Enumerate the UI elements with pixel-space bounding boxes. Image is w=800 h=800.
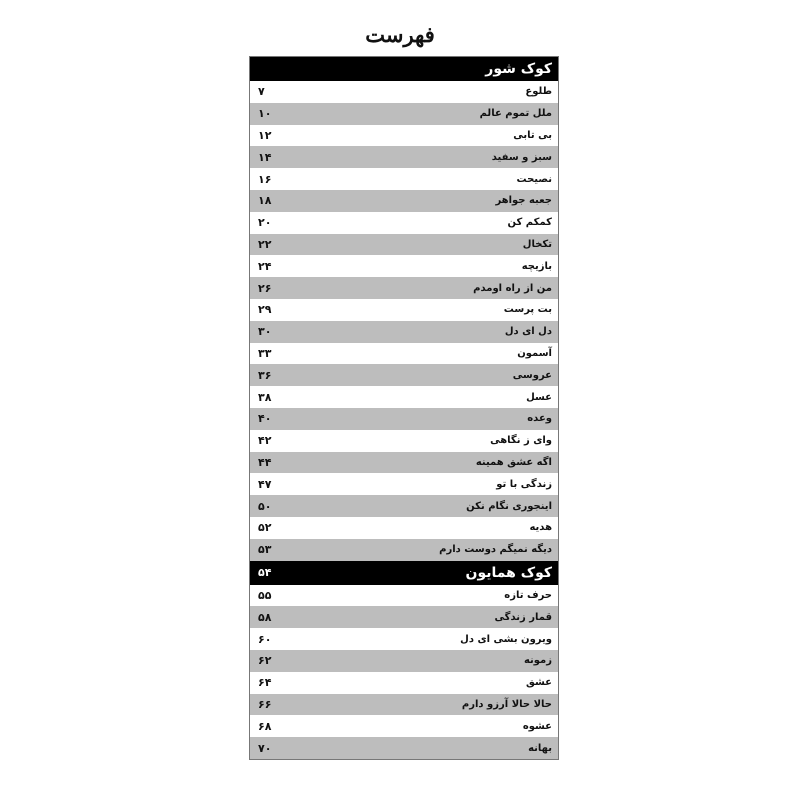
toc-row (250, 539, 558, 561)
toc-row (250, 517, 558, 539)
section-heading (250, 561, 558, 585)
toc-page-number: ۵۵ (258, 588, 272, 602)
toc-entry-title: قمار زندگی (494, 611, 552, 623)
toc-page-number: ۲۲ (258, 237, 272, 251)
toc-row (250, 650, 558, 672)
toc-page-number: ۲۶ (258, 281, 272, 295)
page-title: فهرست (365, 22, 435, 47)
toc-entry-title: دیگه نمیگم دوست دارم (439, 544, 552, 556)
toc-entry-title: جعبه جواهر (495, 195, 552, 207)
toc-page-number: ۵۲ (258, 521, 272, 535)
toc-table (249, 56, 559, 760)
toc-row (250, 255, 558, 277)
toc-row (250, 606, 558, 628)
toc-page-number: ۲۹ (258, 303, 272, 317)
toc-entry-title: عشق (525, 677, 552, 689)
toc-page-number: ۱۴ (258, 150, 272, 164)
toc-entry-title: آسمون (517, 347, 552, 359)
section-page-number: ۵۴ (258, 566, 272, 580)
toc-page-number: ۳۰ (258, 325, 272, 339)
toc-entry-title: بی تابی (513, 129, 552, 141)
toc-entry-title: بازیچه (521, 260, 552, 272)
section-title: کوک همایون (465, 564, 552, 581)
toc-entry-title: بت پرست (503, 304, 552, 316)
toc-row (250, 343, 558, 365)
toc-page-number: ۶۴ (258, 676, 272, 690)
toc-entry-title: دل ای دل (504, 326, 552, 338)
toc-row (250, 473, 558, 495)
toc-row (250, 125, 558, 147)
toc-page-number: ۴۴ (258, 455, 272, 469)
toc-page-number: ۱۲ (258, 128, 272, 142)
toc-entry-title: وعده (527, 413, 552, 425)
toc-row (250, 146, 558, 168)
toc-page-number: ۶۲ (258, 654, 272, 668)
toc-row (250, 386, 558, 408)
toc-page-number: ۱۰ (258, 107, 272, 121)
toc-entry-title: هدیه (529, 522, 552, 534)
toc-row (250, 277, 558, 299)
toc-row (250, 672, 558, 694)
toc-page-number: ۶۰ (258, 632, 272, 646)
toc-page-number: ۵۳ (258, 543, 272, 557)
toc-entry-title: من از راه اومدم (473, 282, 552, 294)
toc-entry-title: حالا حالا آرزو دارم (461, 698, 552, 710)
toc-page-number: ۷ (258, 85, 265, 99)
toc-entry-title: ویرون بشی ای دل (460, 633, 552, 645)
toc-row (250, 628, 558, 650)
toc-page-number: ۴۷ (258, 477, 272, 491)
toc-row (250, 321, 558, 343)
toc-page-number: ۱۸ (258, 194, 272, 208)
toc-page-number: ۴۰ (258, 412, 272, 426)
toc-row (250, 694, 558, 716)
toc-row (250, 430, 558, 452)
toc-page-number: ۳۸ (258, 390, 272, 404)
toc-row (250, 212, 558, 234)
toc-page-number: ۶۶ (258, 697, 272, 711)
toc-row (250, 408, 558, 430)
toc-entry-title: اینجوری نگام نکن (466, 500, 552, 512)
toc-entry-title: عسل (526, 391, 552, 403)
toc-entry-title: نصیحت (516, 173, 552, 185)
toc-row (250, 299, 558, 321)
toc-entry-title: کمکم کن (507, 217, 552, 229)
toc-row (250, 715, 558, 737)
toc-entry-title: عروسی (512, 369, 552, 381)
toc-page-number: ۵۸ (258, 610, 272, 624)
toc-page-number: ۲۰ (258, 216, 272, 230)
toc-page-number: ۵۰ (258, 499, 272, 513)
toc-row (250, 495, 558, 517)
toc-entry-title: وای ز نگاهی (490, 435, 552, 447)
toc-entry-title: اگه عشق همینه (475, 456, 552, 468)
toc-row (250, 585, 558, 607)
toc-entry-title: ملل تموم عالم (479, 108, 552, 120)
toc-page-number: ۳۶ (258, 368, 272, 382)
toc-entry-title: بهانه (528, 742, 552, 754)
toc-row (250, 737, 558, 759)
toc-entry-title: زمونه (523, 655, 552, 667)
toc-row (250, 103, 558, 125)
toc-page-number: ۴۲ (258, 434, 272, 448)
toc-page-number: ۳۳ (258, 346, 272, 360)
toc-entry-title: تکخال (522, 238, 552, 250)
toc-page-number: ۱۶ (258, 172, 272, 186)
toc-row (250, 234, 558, 256)
section-title: کوک شور (485, 61, 552, 77)
toc-entry-title: حرف تازه (504, 589, 552, 601)
toc-entry-title: سبز و سفید (491, 151, 552, 163)
toc-row (250, 168, 558, 190)
toc-page-number: ۲۴ (258, 259, 272, 273)
toc-entry-title: زندگی با تو (496, 478, 552, 490)
toc-row (250, 190, 558, 212)
toc-row (250, 452, 558, 474)
toc-page-number: ۶۸ (258, 719, 272, 733)
toc-row (250, 364, 558, 386)
toc-row (250, 81, 558, 103)
toc-entry-title: طلوع (525, 86, 552, 98)
toc-entry-title: عشوه (522, 720, 552, 732)
section-heading (250, 57, 558, 81)
toc-page-number: ۷۰ (258, 741, 272, 755)
